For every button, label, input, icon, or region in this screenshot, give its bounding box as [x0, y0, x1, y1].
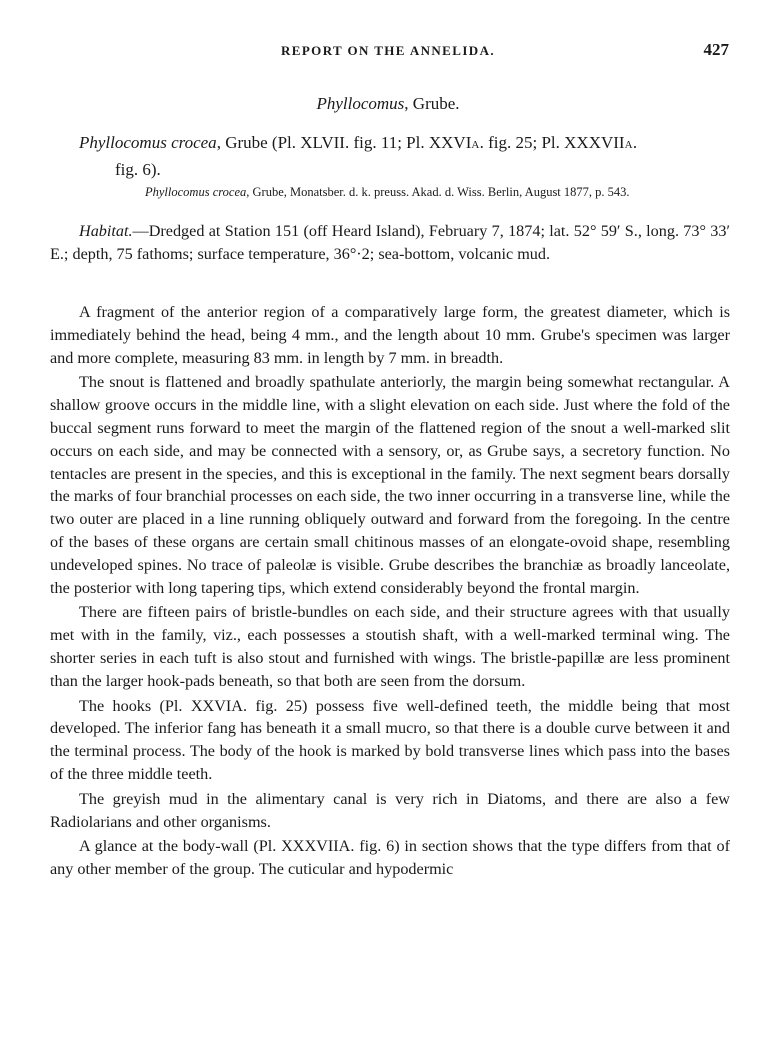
- species-refs-mid: . fig. 25; Pl. XXXVII: [479, 133, 625, 152]
- paragraph-4: The hooks (Pl. XXVIA. fig. 25) possess five well-defined teeth, the middle being that most developed. The inferior fang has beneath it a small mucro, so that there is a double curve between it and the terminal process. The body of the hook is marked by bold transverse lines which pass into the bases of the three middle teeth.: [50, 696, 730, 783]
- body-text: [50, 301, 730, 881]
- paragraph-5: The greyish mud in the alimentary canal is very rich in Diatoms, and there are also a few Radiolarians and other organisms.: [50, 789, 730, 831]
- species-refs-line-2: fig. 6).: [115, 160, 161, 179]
- habitat-label: Habitat.: [79, 222, 133, 240]
- genus-name: Phyllocomus: [316, 94, 405, 113]
- paragraph-6: A glance at the body-wall (Pl. XXXVIIA. fig. 6) in section shows that the type differs from that of any other member of the group. The cuticular and hypodermic: [50, 837, 730, 879]
- habitat-text: —Dredged at Station 151 (off Heard Island), February 7, 1874; lat. 52° 59′ S., long. 73° 33′ E.; depth, 75 fathoms; surface temperature, 36°·2; sea-bottom, volcanic mud.: [50, 222, 730, 263]
- habitat-paragraph: [50, 220, 730, 265]
- species-refs-sc-1: A: [471, 139, 480, 151]
- synonymy-citation: [145, 185, 735, 200]
- genus-author: , Grube.: [404, 94, 460, 113]
- paragraph-1: A fragment of the anterior region of a comparatively large form, the greatest diameter, which is immediately behind the head, being 4 mm., and the length about 10 mm. Grube's specimen was larger and more complete, measuring 83 mm. in length by 7 mm. in breadth.: [50, 303, 730, 367]
- species-name: Phyllocomus crocea: [79, 133, 217, 152]
- species-heading: [79, 130, 739, 158]
- paragraph-3: There are fifteen pairs of bristle-bundles on each side, and their structure agrees with that usually met with in the family, viz., each possesses a stoutish shaft, with a well-marked terminal wing. The shorter series in each tuft is also stout and furnished with wings. The bristle-papillæ are less prominent than the larger hook-pads beneath, so that both are seen from the dorsum.: [50, 603, 730, 690]
- paragraph-2: The snout is flattened and broadly spathulate anteriorly, the margin being somewhat rectangular. A shallow groove occurs in the middle line, with a slight elevation on each side. Just where the fold of the buccal segment runs forward to meet the margin of the flattened region of the snout a well-marked slit occurs on each side, and may be connected with a sensory, or, as Grube says, a secretory function. No tentacles are present in the species, and this is exceptional in the family. The next segment bears dorsally the marks of four branchial processes on each side, the two inner occurring in a transverse line, while the two outer are placed in a line running obliquely outward and forward from the foregoing. In the centre of the bases of these organs are certain small chitinous masses of an elongate-ovoid shape, resembling undeveloped spines. No trace of paleolæ is visible. Grube describes the branchiæ as broadly lanceolate, the posterior with long tapering tips, which extend considerably beyond the frontal margin.: [50, 373, 730, 597]
- genus-heading: [0, 94, 776, 114]
- species-refs-sc-2: A: [624, 139, 633, 151]
- citation-name: Phyllocomus crocea: [145, 185, 247, 199]
- running-title: REPORT ON THE ANNELIDA.: [280, 43, 496, 58]
- species-refs-1: , Grube (Pl. XLVII. fig. 11; Pl. XXVI: [216, 133, 472, 152]
- species-refs-end: .: [632, 133, 638, 152]
- citation-text: , Grube, Monatsber. d. k. preuss. Akad. d. Wiss. Berlin, August 1877, p. 543.: [246, 185, 630, 199]
- page-number: 427: [703, 40, 729, 59]
